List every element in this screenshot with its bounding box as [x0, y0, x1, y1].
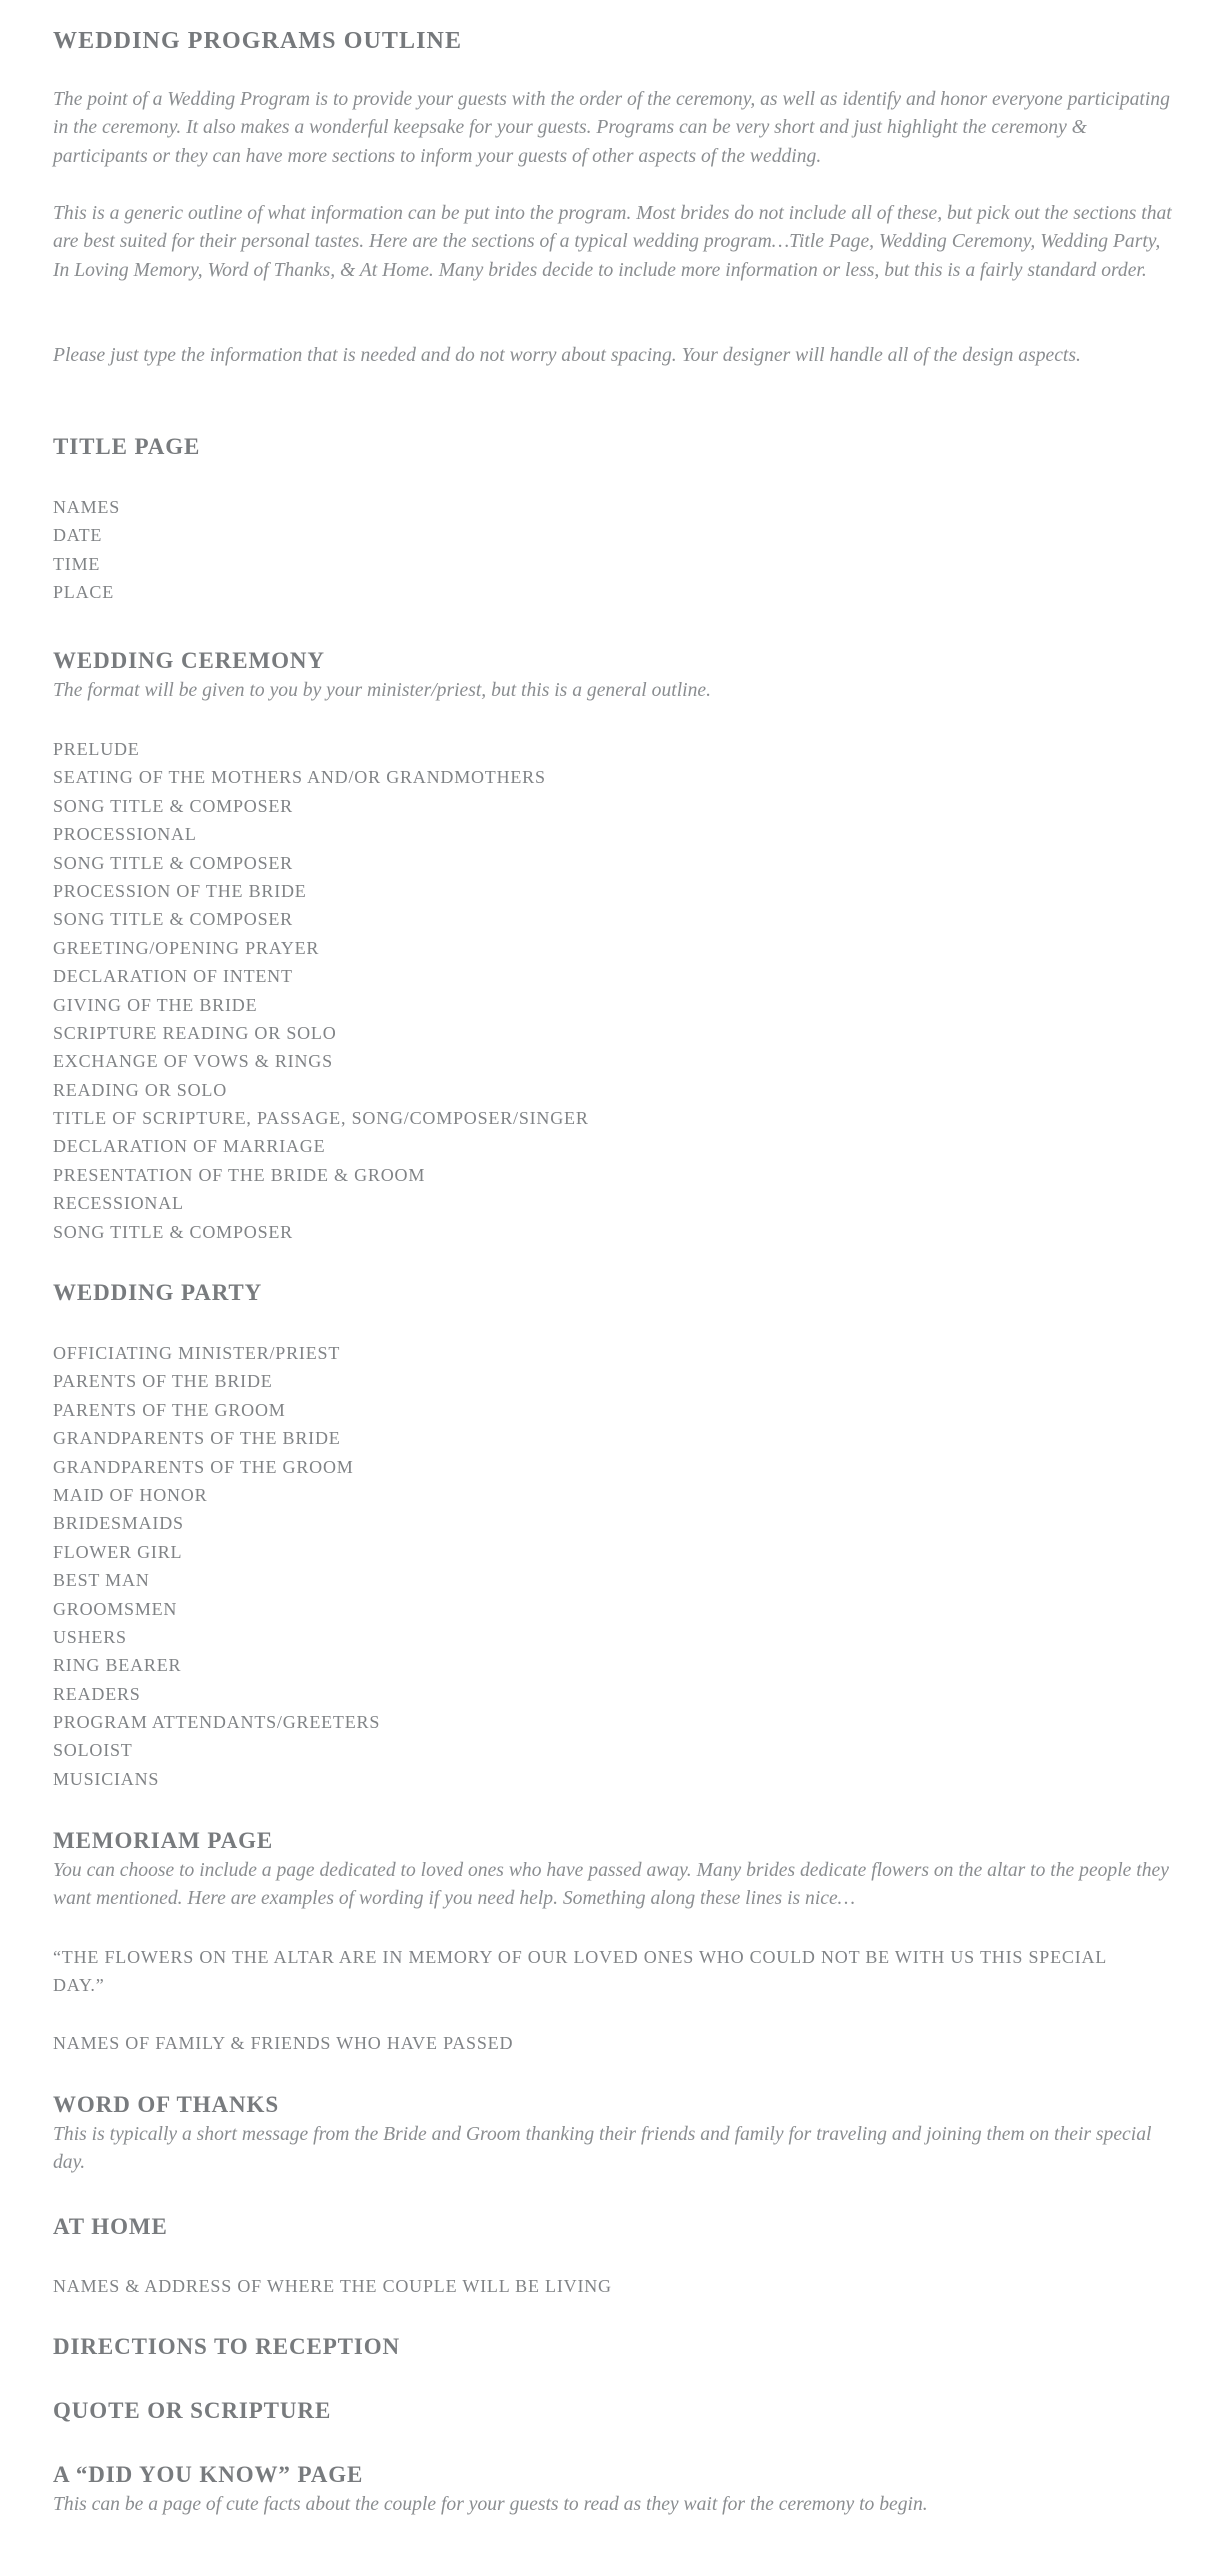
list-item: USHERS — [53, 1626, 127, 1647]
list-item: PROCESSION OF THE BRIDE — [53, 880, 307, 901]
memoriam-quote: “THE FLOWERS ON THE ALTAR ARE IN MEMORY OF OUR LOVED ONES WHO COULD NOT BE WITH US THIS SPECIAL DAY.” — [53, 1947, 1107, 1996]
list-item: TIME — [53, 553, 101, 574]
intro-paragraph-2: This is a generic outline of what information can be put into the program. Most brides do not include all of these, but pick out the sections that are best suited for their personal tastes. Here are the sections of a typical wedding program…Title Page, Wedding Ceremony, Wedding Party, In Loving Memory, Word of Thanks, & At Home. Many brides decide to include more information or less, but this is a fairly standard order. — [53, 203, 1172, 281]
list-item: MUSICIANS — [53, 1768, 160, 1789]
list-item: FLOWER GIRL — [53, 1541, 183, 1562]
list-item: BEST MAN — [53, 1570, 150, 1591]
quote-scripture-heading: QUOTE OR SCRIPTURE — [53, 2398, 332, 2423]
list-item: GREETING/OPENING PRAYER — [53, 937, 320, 958]
list-item: GIVING OF THE BRIDE — [53, 994, 258, 1015]
list-item: SONG TITLE & COMPOSER — [53, 795, 293, 816]
party-heading: WEDDING PARTY — [53, 1280, 263, 1305]
list-item: PLACE — [53, 582, 115, 603]
list-item: EXCHANGE OF VOWS & RINGS — [53, 1051, 333, 1072]
intro-paragraph-3: Please just type the information that is needed and do not worry about spacing. Your designer will handle all of the design aspects. — [53, 345, 1081, 366]
list-item: TITLE OF SCRIPTURE, PASSAGE, SONG/COMPOSER/SINGER — [53, 1108, 589, 1129]
list-item: SEATING OF THE MOTHERS AND/OR GRANDMOTHERS — [53, 767, 546, 788]
did-you-know-heading: A “DID YOU KNOW” PAGE — [53, 2462, 364, 2487]
list-item: SONG TITLE & COMPOSER — [53, 909, 293, 930]
list-item: SCRIPTURE READING OR SOLO — [53, 1022, 337, 1043]
list-item: RECESSIONAL — [53, 1193, 184, 1214]
title-page-heading: TITLE PAGE — [53, 434, 201, 459]
intro-paragraph-1: The point of a Wedding Program is to provide your guests with the order of the ceremony, as well as identify and honor everyone participating in the ceremony. It also makes a wonderful keepsake for your guests. Programs can be very short and just highlight the ceremony & participants or they can have more sections to inform your guests of other aspects of the wedding. — [53, 89, 1170, 167]
at-home-heading: AT HOME — [53, 2214, 168, 2239]
memoriam-heading: MEMORIAM PAGE — [53, 1828, 274, 1853]
list-item: MAID OF HONOR — [53, 1484, 208, 1505]
party-list — [53, 1339, 380, 1793]
title-page-list — [53, 493, 120, 607]
list-item: BRIDESMAIDS — [53, 1513, 184, 1534]
ceremony-list — [53, 735, 589, 1246]
list-item: RING BEARER — [53, 1655, 182, 1676]
list-item: SOLOIST — [53, 1740, 133, 1761]
list-item: SONG TITLE & COMPOSER — [53, 1221, 293, 1242]
list-item: PROCESSIONAL — [53, 824, 197, 845]
memoriam-note: You can choose to include a page dedicated to loved ones who have passed away. Many brides dedicate flowers on the altar to the people they want mentioned. Here are examples of wording if you need help. Something along these lines is nice… — [53, 1860, 1169, 1910]
list-item: GRANDPARENTS OF THE GROOM — [53, 1456, 354, 1477]
list-item: GRANDPARENTS OF THE BRIDE — [53, 1428, 341, 1449]
list-item: PARENTS OF THE GROOM — [53, 1399, 286, 1420]
at-home-item: NAMES & ADDRESS OF WHERE THE COUPLE WILL BE LIVING — [53, 2276, 612, 2296]
thanks-heading: WORD OF THANKS — [53, 2092, 280, 2117]
list-item: READING OR SOLO — [53, 1079, 227, 1100]
ceremony-note: The format will be given to you by your minister/priest, but this is a general outline. — [53, 680, 711, 701]
document-title: WEDDING PROGRAMS OUTLINE — [53, 28, 463, 54]
list-item: OFFICIATING MINISTER/PRIEST — [53, 1343, 341, 1363]
list-item: SONG TITLE & COMPOSER — [53, 852, 293, 873]
list-item: PRESENTATION OF THE BRIDE & GROOM — [53, 1164, 426, 1185]
list-item: DECLARATION OF MARRIAGE — [53, 1136, 326, 1157]
list-item: PARENTS OF THE BRIDE — [53, 1371, 273, 1392]
list-item: NAMES — [53, 497, 121, 517]
did-you-know-note: This can be a page of cute facts about the couple for your guests to read as they wait for the ceremony to begin. — [53, 2494, 928, 2515]
list-item: GROOMSMEN — [53, 1598, 178, 1619]
list-item: PRELUDE — [53, 739, 140, 759]
thanks-note: This is typically a short message from the Bride and Groom thanking their friends and family for traveling and joining them on their special day. — [53, 2124, 1152, 2174]
list-item: PROGRAM ATTENDANTS/GREETERS — [53, 1712, 381, 1733]
list-item: READERS — [53, 1683, 141, 1704]
list-item: DATE — [53, 525, 103, 546]
memoriam-item: NAMES OF FAMILY & FRIENDS WHO HAVE PASSED — [53, 2033, 514, 2053]
list-item: DECLARATION OF INTENT — [53, 966, 293, 987]
directions-heading: DIRECTIONS TO RECEPTION — [53, 2334, 401, 2359]
ceremony-heading: WEDDING CEREMONY — [53, 648, 325, 673]
